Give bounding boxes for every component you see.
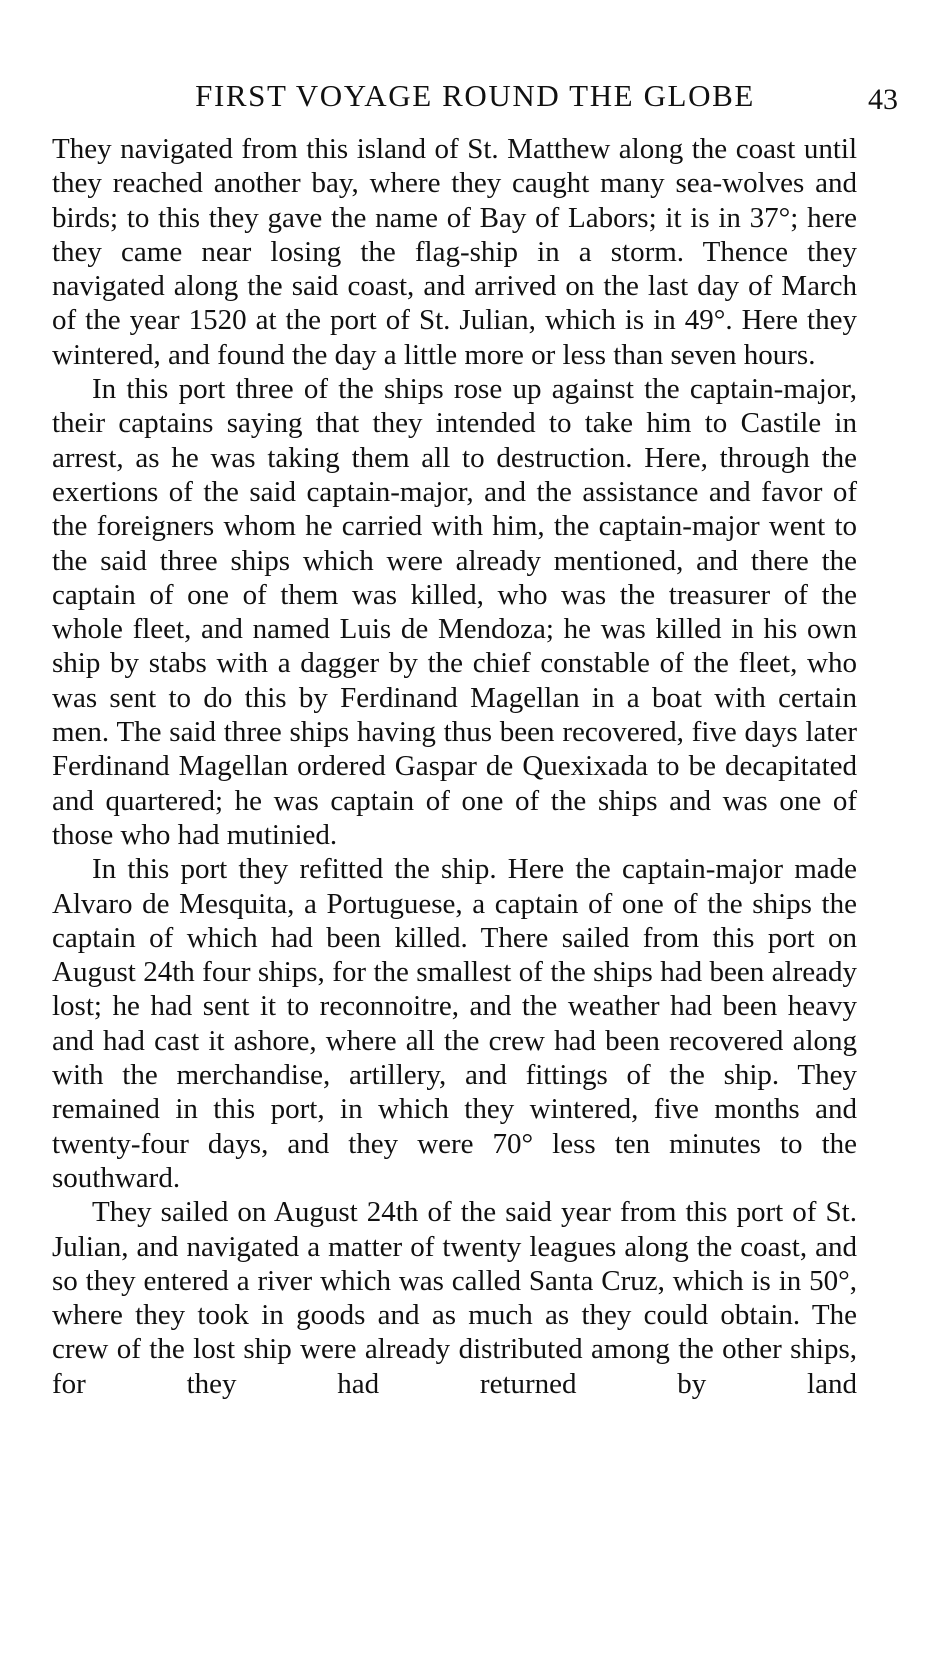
running-title: FIRST VOYAGE ROUND THE GLOBE <box>195 78 755 113</box>
running-head <box>52 76 898 116</box>
paragraph-1: They navigated from this island of St. Matthew along the coast until they reached another bay, where they caught many sea-wolves and birds; to this they gave the name of Bay of Labors; it is in 37°; here they came near losing the flag-ship in a storm. Thence they navigated along the said coast, and arrived on the last day of March of the year 1520 at the port of St. Julian, which is in 49°. Here they wintered, and found the day a little more or less than seven hours. <box>52 133 857 371</box>
paragraph-2: In this port three of the ships rose up against the captain-major, their captains saying that they intended to take him to Castile in arrest, as he was taking them all to destruction. Here, through the exertions of the said captain-major, and the assistance and favor of the foreigners whom he carried with him, the captain-major went to the said three ships which were already mentioned, and there the captain of one of them was killed, who was the treasurer of the whole fleet, and named Luis de Mendoza; he was killed in his own ship by stabs with a dagger by the chief constable of the fleet, who was sent to do this by Ferdinand Magellan in a boat with certain men. The said three ships having thus been recovered, five days later Ferdinand Magellan ordered Gaspar de Quexixada to be decapitated and quartered; he was captain of one of the ships and was one of those who had mutinied. <box>52 373 857 851</box>
body-text <box>52 132 857 1401</box>
paragraph-4: They sailed on August 24th of the said year from this port of St. Julian, and navigated a matter of twenty leagues along the coast, and so they entered a river which was called Santa Cruz, which is in 50°, where they took in goods and as much as they could obtain. The crew of the lost ship were already distributed among the other ships, for they had returned by land <box>52 1196 857 1400</box>
paragraph-3: In this port they refitted the ship. Here the captain-major made Alvaro de Mesquita, a Portuguese, a captain of one of the ships the captain of which had been killed. There sailed from this port on August 24th four ships, for the smallest of the ships had been already lost; he had sent it to reconnoitre, and the weather had been heavy and had cast it ashore, where all the crew had been recovered along with the merchandise, artillery, and fittings of the ship. They remained in this port, in which they wintered, five months and twenty-four days, and they were 70° less ten minutes to the southward. <box>52 853 857 1194</box>
page-number: 43 <box>868 83 898 116</box>
